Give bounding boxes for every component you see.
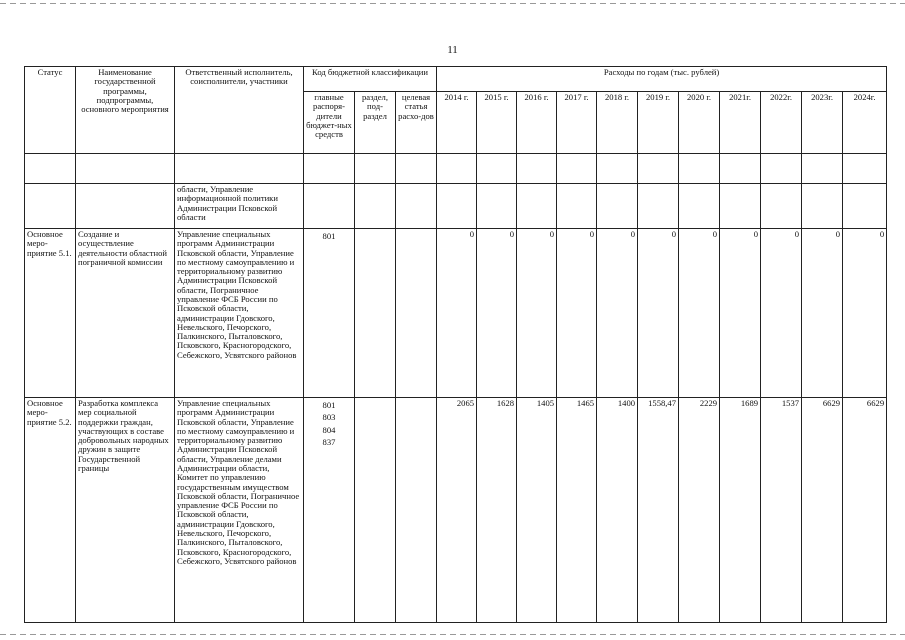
code-value: 801	[322, 400, 336, 410]
value-cell: 0	[802, 229, 843, 398]
code-value: 804	[322, 424, 336, 435]
code-section-cell	[355, 398, 396, 623]
executor-cell: Управление специальных программ Администрации Псковской области, Управление по местному самоуправлению и территориальному развитию Администрации Псковской области, Управление делами Администрации области, Комитет по управлению государственным имуществом Псковской области, Пограничное управление ФСБ России по Псковской области, администрации Гдовского, Невельского, Печорского, Палкинского, Пыталовского, Псковского, Красногородского, Себежского, Усвятского районов	[175, 398, 304, 623]
code-grbs-cell	[304, 229, 355, 398]
header-year: 2022г.	[761, 92, 802, 154]
code-section-cell	[355, 229, 396, 398]
header-year: 2023г.	[802, 92, 843, 154]
budget-table	[24, 66, 887, 623]
code-target-cell	[396, 398, 437, 623]
page-number: 11	[447, 44, 458, 56]
value-cell: 0	[477, 229, 517, 398]
value-cell: 2065	[437, 398, 477, 623]
value-cell: 0	[638, 229, 679, 398]
header-year: 2021г.	[720, 92, 761, 154]
value-cell: 0	[761, 229, 802, 398]
code-value: 837	[322, 437, 336, 448]
scan-bottom-edge	[0, 634, 905, 635]
header-year: 2024г.	[843, 92, 887, 154]
value-cell: 1689	[720, 398, 761, 623]
value-cell: 6629	[843, 398, 887, 623]
header-name: Наименование государственной программы, подпрограммы, основного мероприятия	[76, 67, 175, 154]
value-cell: 0	[720, 229, 761, 398]
value-cell: 0	[679, 229, 720, 398]
header-code-target: целевая статья расхо-дов	[396, 92, 437, 154]
value-cell: 1405	[517, 398, 557, 623]
header-code-grbs: главные распоря-дители бюджет-ных средств	[304, 92, 355, 154]
header-executor: Ответственный исполнитель, соисполнители, участники	[175, 67, 304, 154]
value-cell: 0	[517, 229, 557, 398]
status-cell: Основное меро-приятие 5.1.	[25, 229, 76, 398]
table-row	[25, 398, 887, 623]
header-year: 2019 г.	[638, 92, 679, 154]
header-year: 2018 г.	[597, 92, 638, 154]
value-cell: 1537	[761, 398, 802, 623]
header-code-section: раздел, под-раздел	[355, 92, 396, 154]
value-cell: 0	[437, 229, 477, 398]
value-cell: 0	[843, 229, 887, 398]
header-year: 2016 г.	[517, 92, 557, 154]
header-budget-code: Код бюджетной классификации	[304, 67, 437, 92]
header-year: 2015 г.	[477, 92, 517, 154]
name-cell: Создание и осуществление деятельности областной пограничной комиссии	[76, 229, 175, 398]
value-cell: 6629	[802, 398, 843, 623]
value-cell: 0	[597, 229, 638, 398]
status-cell: Основное меро-приятие 5.2.	[25, 398, 76, 623]
executor-cell: Управление специальных программ Администрации Псковской области, Управление по местному самоуправлению и территориальному развитию Администрации Псковской области, Пограничное управление ФСБ России по Псковской области, администрации Гдовского, Невельского, Печорского, Палкинского, Пыталовского, Псковского, Красногородского, Себежского, Усвятского районов	[175, 229, 304, 398]
value-cell: 2229	[679, 398, 720, 623]
continuation-row	[25, 184, 887, 229]
header-year: 2014 г.	[437, 92, 477, 154]
value-cell: 1465	[557, 398, 597, 623]
name-cell: Разработка комплекса мер социальной поддержки граждан, участвующих в составе добровольных народных дружин в защите Государственной границы	[76, 398, 175, 623]
code-value: 803	[322, 412, 336, 423]
value-cell: 0	[557, 229, 597, 398]
continuation-executor: области, Управление информационной политики Администрации Псковской области	[175, 184, 304, 229]
header-expenses: Расходы по годам (тыс. рублей)	[437, 67, 887, 92]
table-row	[25, 229, 887, 398]
value-cell: 1628	[477, 398, 517, 623]
header-status: Статус	[25, 67, 76, 154]
header-year: 2017 г.	[557, 92, 597, 154]
spacer-row	[25, 154, 887, 184]
code-target-cell	[396, 229, 437, 398]
value-cell: 1400	[597, 398, 638, 623]
value-cell: 1558,47	[638, 398, 679, 623]
header-year: 2020 г.	[679, 92, 720, 154]
code-value: 801	[322, 231, 336, 241]
scan-top-edge	[0, 3, 905, 4]
code-grbs-cell	[304, 398, 355, 623]
